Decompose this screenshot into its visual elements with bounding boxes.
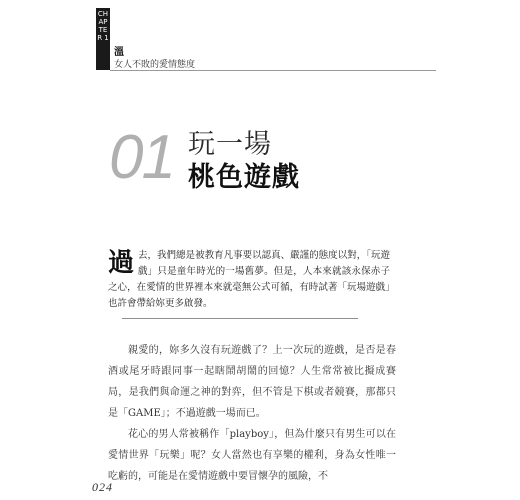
header-subtitle: 女人不敗的愛情態度 bbox=[114, 60, 196, 70]
header-rule bbox=[110, 70, 436, 71]
chapter-number: 01 bbox=[109, 123, 174, 192]
intro-text: 去，我們總是被教育凡事要以認真、嚴謹的態度以對，「玩遊戲」只是童年時光的一場舊夢。但是，人本來就該永保赤子之心，在愛情的世界裡本來就毫無公式可循，有時試著「玩場遊戲」也許會帶給妳更多啟發。 bbox=[108, 250, 390, 309]
drop-cap: 過 bbox=[108, 248, 135, 278]
section-divider bbox=[122, 318, 358, 319]
body-paragraph-1: 親愛的，妳多久沒有玩遊戲了？上一次玩的遊戲，是否是春酒或尾牙時跟同事一起瞎鬧胡鬧的回憶？人生常常被比擬成賽局，是我們與命運之神的對弈，但不管是下棋或者競賽，那都只是「GAME」；不過遊戲一場而已。 bbox=[108, 345, 396, 419]
intro-paragraph bbox=[108, 248, 390, 312]
body-paragraph-2: 花心的男人常被稱作「playboy」，但為什麼只有男生可以在愛情世界「玩樂」呢？女人當然也有享樂的權利，身為女性唯一吃虧的，可能是在愛情遊戲中要冒懷孕的風險，不 bbox=[108, 429, 396, 482]
chapter-title-line2: 桃色遊戲 bbox=[188, 162, 300, 193]
body-text bbox=[108, 340, 396, 487]
chapter-title-line1: 玩一場 bbox=[188, 129, 272, 160]
chapter-label: CHAPTER 1 bbox=[97, 10, 109, 42]
header-title: 溫 bbox=[114, 47, 124, 58]
page-number: 024 bbox=[92, 480, 113, 494]
